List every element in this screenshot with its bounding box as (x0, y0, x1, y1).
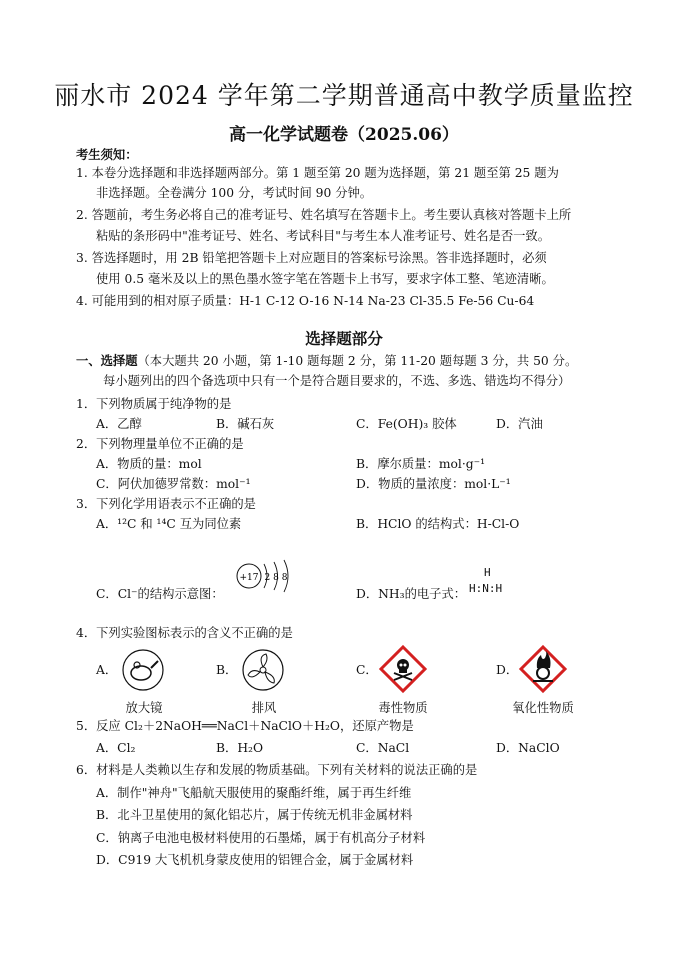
chloride-ion-structure-diagram (232, 556, 302, 596)
q5-option-b: B．H₂O (216, 741, 264, 755)
q1-option-a: A．乙醇 (96, 417, 142, 431)
q4-option-b: B． (216, 663, 238, 677)
notice-line-4: 粘贴的条形码中"准考证号、姓名、考试科目"与考生本人准考证号、姓名是否一致。 (96, 229, 551, 243)
electron-shells: 2 8 8 (264, 573, 288, 583)
exam-subtitle: 高一化学试题卷（2025.06） (229, 125, 459, 145)
notice-line-6: 使用 0.5 毫米及以上的黑色墨水签字笔在答题卡上书写，要求字体工整、笔迹清晰。 (96, 272, 554, 286)
q4-label-b: 排风 (251, 701, 277, 715)
q6-option-d: D．C919 大飞机机身蒙皮使用的铝锂合金，属于金属材料 (96, 853, 414, 867)
q4-option-c: C． (356, 663, 378, 677)
nh3-lewis-top: H (484, 566, 491, 579)
q5-stem: 5．反应 Cl₂＋2NaOH══NaCl＋NaClO＋H₂O，还原产物是 (76, 719, 414, 733)
exam-title: 丽水市 2024 学年第二学期普通高中教学质量监控 (54, 81, 634, 110)
q4-option-a: A． (96, 663, 118, 677)
q4-option-d: D． (496, 663, 519, 677)
q1-option-d: D．汽油 (496, 417, 543, 431)
q5-option-c: C．NaCl (356, 741, 410, 755)
q6-stem: 6．材料是人类赖以生存和发展的物质基础。下列有关材料的说法正确的是 (76, 763, 478, 777)
notice-line-1: 1. 本卷分选择题和非选择题两部分。第 1 题至第 20 题为选择题，第 21 题至第 25 题为 (76, 166, 559, 180)
part-desc-2: 每小题列出的四个备选项中只有一个是符合题目要求的，不选、多选、错选均不得分） (103, 374, 571, 388)
nh3-lewis-mid: H:N:H (469, 582, 503, 595)
magnifier-icon (118, 648, 168, 692)
q3-option-b: B．HClO 的结构式：H-Cl-O (356, 517, 520, 531)
q6-option-c: C．钠离子电池电极材料使用的石墨烯，属于有机高分子材料 (96, 831, 426, 845)
q5-option-a: A．Cl₂ (96, 741, 136, 755)
q4-stem: 4．下列实验图标表示的含义不正确的是 (76, 626, 293, 640)
section-title: 选择题部分 (305, 329, 383, 348)
q1-option-b: B．碱石灰 (216, 417, 275, 431)
notice-line-7: 4. 可能用到的相对原子质量：H-1 C-12 O-16 N-14 Na-23 Cl-35.5 Fe-56 Cu-64 (76, 294, 535, 308)
q4-label-a: 放大镜 (125, 701, 163, 715)
part-label: 一、选择题 (76, 353, 138, 368)
q3-stem: 3．下列化学用语表示不正确的是 (76, 497, 256, 511)
q4-label-d: 氧化性物质 (512, 701, 574, 715)
q2-option-c: C．阿伏加德罗常数：mol⁻¹ (96, 477, 251, 491)
q3-option-c: C．Cl⁻的结构示意图： (96, 587, 224, 601)
q2-option-b: B．摩尔质量：mol·g⁻¹ (356, 457, 486, 471)
notice-heading: 考生须知： (76, 147, 138, 162)
q5-option-d: D．NaClO (496, 741, 560, 755)
q2-option-a: A．物质的量：mol (96, 457, 202, 471)
notice-line-3: 2. 答题前，考生务必将自己的准考证号、姓名填写在答题卡上。考生要认真核对答题卡上所 (76, 208, 572, 222)
oxidizer-flame-icon (520, 646, 566, 692)
q1-option-c: C．Fe(OH)₃ 胶体 (356, 417, 457, 431)
part-desc: （本大题共 20 小题，第 1-10 题每题 2 分，第 11-20 题每题 3 分，共 50 分。 (137, 354, 578, 368)
q2-stem: 2．下列物理量单位不正确的是 (76, 437, 244, 451)
toxic-skull-icon (380, 646, 426, 692)
nucleus-charge: +17 (239, 573, 259, 583)
exhaust-fan-icon (238, 648, 288, 692)
q6-option-a: A．制作"神舟"飞船航天服使用的聚酯纤维，属于再生纤维 (96, 786, 412, 800)
q3-option-a: A．¹²C 和 ¹⁴C 互为同位素 (96, 517, 242, 531)
q1-stem: 1．下列物质属于纯净物的是 (76, 397, 232, 411)
part-heading (76, 352, 577, 370)
notice-line-2: 非选择题。全卷满分 100 分，考试时间 90 分钟。 (96, 186, 373, 200)
q6-option-b: B．北斗卫星使用的氮化铝芯片，属于传统无机非金属材料 (96, 808, 413, 822)
q2-option-d: D．物质的量浓度：mol·L⁻¹ (356, 477, 511, 491)
notice-line-5: 3. 答选择题时，用 2B 铅笔把答题卡上对应题目的答案标号涂黑。答非选择题时，必须 (76, 251, 547, 265)
q4-label-c: 毒性物质 (378, 701, 428, 715)
q3-option-d: D．NH₃的电子式： (356, 587, 467, 601)
